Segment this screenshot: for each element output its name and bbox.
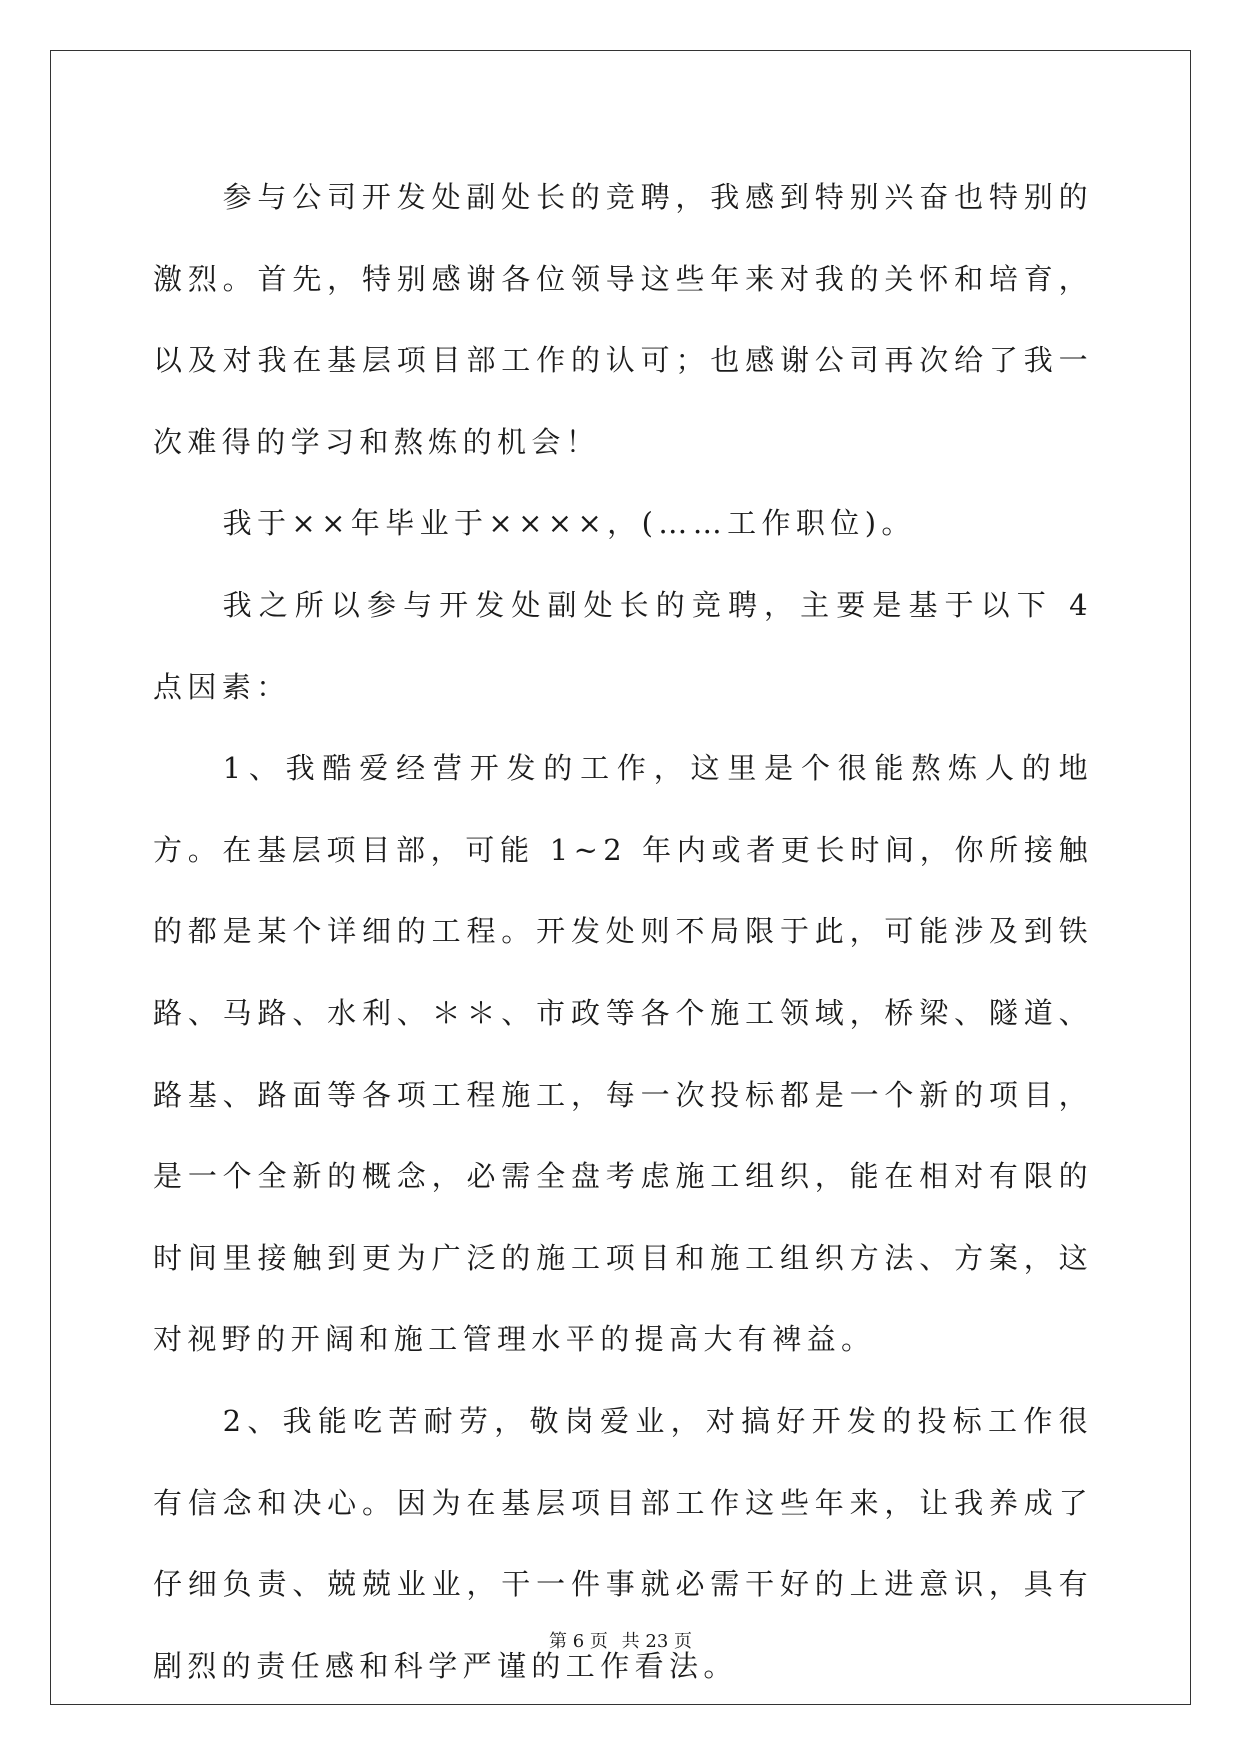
page-total: 共 23 页 <box>621 1631 692 1652</box>
paragraph-reasons-lead: 我之所以参与开发处副处长的竞聘，主要是基于以下 4 点因素： <box>153 587 1093 704</box>
paragraph-intro: 参与公司开发处副处长的竞聘，我感到特别兴奋也特别的激烈。首先，特别感谢各位领导这些年来对我的关怀和培育，以及对我在基层项目部工作的认可；也感谢公司再次给了我一次难得的学习和熬炼的机会！ <box>153 180 1093 459</box>
paragraph-reason-1: 1、我酷爱经营开发的工作，这里是个很能熬炼人的地方。在基层项目部，可能 1~2 年内或者更长时间，你所接触的都是某个详细的工程。开发处则不局限于此，可能涉及到铁路、马路、水利、＊＊、市政等各个施工领域，桥梁、隧道、路基、路面等各项工程施工，每一次投标都是一个新的项目，是一个全新的概念，必需全盘考虑施工组织，能在相对有限的时间里接触到更为广泛的施工项目和施工组织方法、方案，这对视野的开阔和施工管理水平的提高大有裨益。 <box>153 751 1093 1357</box>
document-body <box>153 157 1093 1707</box>
paragraph-background: 我于××年毕业于××××，(……工作职位)。 <box>222 506 916 541</box>
page-footer <box>0 1630 1241 1654</box>
paragraph-reason-2: 2、我能吃苦耐劳，敬岗爱业，对搞好开发的投标工作很有信念和决心。因为在基层项目部工作这些年来，让我养成了仔细负责、兢兢业业，干一件事就必需干好的上进意识，具有剧烈的责任感和科学严谨的工作看法。 <box>153 1403 1093 1683</box>
page-number: 第 6 页 <box>549 1631 608 1652</box>
